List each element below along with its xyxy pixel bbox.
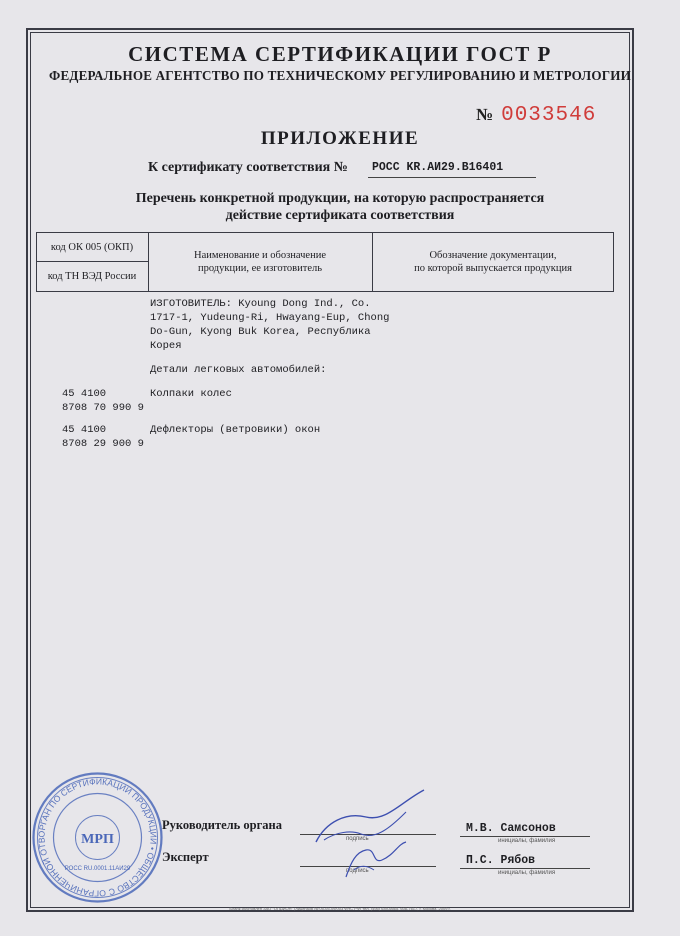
agency-title-text: ФЕДЕРАЛЬНОЕ АГЕНТСТВО ПО ТЕХНИЧЕСКОМУ РЕГУЛИРОВАНИЮ И МЕТРОЛОГИИ [48, 68, 632, 83]
stamp-ring-text: ОРГАН ПО СЕРТИФИКАЦИИ ПРОДУКЦИИ • ОБЩЕСТВО С ОГРАНИЧЕННОЙ ОТВ [36, 776, 159, 899]
item-name: Дефлекторы (ветровики) окон [150, 424, 321, 436]
stamp-center-text: МРП [81, 832, 114, 847]
item-okp-code: 45 4100 [62, 424, 107, 436]
handwritten-signature [306, 782, 436, 887]
expert-name: П.С. Рябов [466, 854, 536, 867]
expert-name-caption: инициалы, фамилия [498, 870, 556, 876]
maker-line: Do-Gun, Kyong Buk Korea, Республика [150, 326, 371, 338]
head-signature-caption: подпись [346, 836, 369, 842]
head-name-caption: инициалы, фамилия [498, 838, 556, 844]
table-code-divider [36, 261, 148, 262]
header-tnved: код ТН ВЭД России [47, 271, 137, 282]
header-docs-line1: Обозначение документации, [429, 250, 557, 261]
certificate-number: РОСС KR.АИ29.В16401 [372, 161, 504, 174]
item-tnved-code: 8708 29 900 9 [62, 438, 144, 450]
printer-footer: Бланк изготовлен ЗАО "ОПЦИОН" (лицензия № 05-05-09/003 ФНС РФ) тел. (495) 649-6665, 608-7617, г. Москва, 2009 г. [229, 906, 451, 911]
signature-graphic [306, 782, 436, 882]
document-title: ПРИЛОЖЕНИЕ [260, 128, 420, 149]
maker-line: 1717-1, Yudeung-Ri, Hwayang-Eup, Chong [150, 312, 390, 324]
expert-name-line [460, 868, 590, 869]
stamp-graphic [30, 770, 165, 905]
header-docs-line2: по которой выпускается продукция [414, 263, 572, 274]
serial-number-value: 0033546 [501, 104, 597, 127]
certificate-reference-label: К сертификату соответствия № [148, 160, 348, 175]
serial-number [476, 104, 596, 127]
item-tnved-code: 8708 70 990 9 [62, 402, 144, 414]
head-name-line [460, 836, 590, 837]
certification-stamp [30, 770, 165, 910]
list-heading-line1: Перечень конкретной продукции, на которую распространяется [135, 191, 545, 206]
certificate-number-underline [368, 177, 536, 178]
item-okp-code: 45 4100 [62, 388, 107, 400]
system-title: СИСТЕМА СЕРТИФИКАЦИИ ГОСТ Р [128, 42, 552, 66]
header-okp: код ОК 005 (ОКП) [50, 242, 134, 253]
expert-label: Эксперт [162, 850, 209, 864]
product-category: Детали легковых автомобилей: [150, 364, 327, 376]
head-of-body-label: Руководитель органа [162, 818, 282, 832]
header-name-line1: Наименование и обозначение [194, 250, 326, 261]
head-name: М.В. Самсонов [466, 822, 556, 835]
maker-line: Корея [150, 340, 182, 352]
number-sign: № [476, 105, 494, 124]
header-name-line2: продукции, ее изготовитель [197, 263, 323, 274]
agency-title [0, 68, 680, 84]
list-heading-line2: действие сертификата соответствия [225, 208, 455, 223]
stamp-inner-text: РОСС RU.0001.11АИ29 [64, 866, 131, 872]
expert-signature-caption: подпись [346, 868, 369, 874]
item-name: Колпаки колес [150, 388, 232, 400]
maker-line: ИЗГОТОВИТЕЛЬ: Kyoung Dong Ind., Co. [150, 298, 371, 310]
